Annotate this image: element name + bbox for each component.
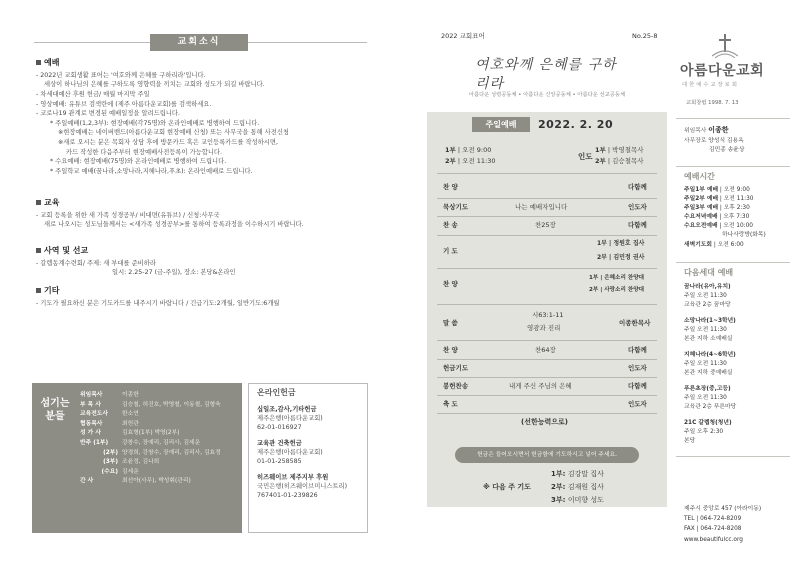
order-divider — [437, 304, 657, 305]
section-title: 기타 — [36, 286, 376, 297]
staff-row: 반주 (1부) 강창수, 장예리, 김리사, 김세운 — [80, 439, 201, 446]
order-by: 다함께 — [628, 183, 647, 191]
section-title: 교육 — [36, 198, 376, 209]
order-content: 시63:1-11 — [532, 311, 564, 319]
news-line: 카드 작성한 다음주부터 현장예배사전등록이 가능합니다. — [66, 148, 222, 156]
news-line: - 코로나19 관계로 변경된 예배일정을 알려드립니다. — [36, 110, 180, 118]
order-content: 나는 예배자입니다 — [515, 203, 568, 211]
next-prayer-row: 2부: 김재원 집사 — [551, 483, 604, 491]
year-motto-label: 2022 교회표어 — [441, 32, 485, 40]
order-by: 1부 | 은혜소리 찬양대 — [589, 275, 645, 281]
worship-header — [472, 117, 622, 132]
service-leader: 2부 | 김승철목사 — [595, 157, 644, 165]
worship-order-box — [427, 112, 667, 507]
service-time-row: 주일3부 예배 | 오후 2:30 — [684, 205, 750, 211]
order-by: 2부 | 김민정 권사 — [597, 254, 645, 261]
order-by: 이종한목사 — [619, 319, 651, 327]
news-section-etc — [36, 286, 376, 308]
order-divider — [437, 268, 657, 269]
office-row: 사무장로 양성식 김용옥 — [684, 138, 744, 144]
square-bullet-icon — [36, 248, 41, 253]
order-by: 다함께 — [628, 221, 647, 229]
service-times-title: 예배시간 — [684, 172, 715, 181]
order-by: 2부 | 사랑소리 찬양대 — [589, 287, 645, 293]
news-line: - 2022년 교회생활 표어는 '여호와께 은혜를 구하리라'입니다. — [36, 71, 206, 79]
closing-hymn: (선한능력으로) — [521, 418, 568, 426]
order-content: 찬25장 — [535, 221, 556, 229]
square-bullet-icon — [36, 288, 41, 293]
staff-row: 간 사 최선아(사무), 박성휘(관리) — [80, 478, 191, 485]
next-gen-title: 다음세대 예배 — [684, 268, 734, 277]
staff-title: 섬기는 분들 — [40, 398, 70, 422]
next-gen-place: 본당 — [684, 438, 696, 444]
staff-row: 부 목 사 김승철, 허진호, 박영철, 이동철, 김형욱 — [80, 401, 221, 408]
next-gen-name: 푸른초장(중,고등) — [684, 386, 731, 392]
order-by: 다함께 — [628, 346, 647, 354]
news-section-education — [36, 198, 376, 230]
news-section-mission — [36, 246, 376, 278]
info-divider — [676, 166, 790, 167]
service-time-row: 새벽기도회 | 오전 6:00 — [684, 242, 744, 248]
founded-date: 교회창립 1998. 7. 13 — [686, 100, 739, 106]
banner-rule-left — [34, 42, 150, 43]
staff-row: 협동목사 최헌관 — [80, 420, 139, 427]
order-divider — [437, 198, 657, 199]
staff-box — [32, 383, 242, 533]
church-website[interactable]: www.beautifulcc.org — [684, 537, 743, 543]
news-line: 새로 나오시는 성도님들께서는 <새가족 성경공부>를 통하여 등록과정을 이수하시기 바랍니다. — [44, 221, 304, 229]
news-line: * 수요예배: 현장예배(75명)와 온라인예배로 병행하여 드립니다. — [50, 158, 227, 166]
order-item: 찬 양 — [443, 280, 458, 288]
online-offering-title: 온라인헌금 — [257, 388, 296, 397]
news-line: 일시: 2.25-27 (금-주일), 장소: 본당&온라인 — [112, 269, 236, 277]
info-divider — [676, 118, 790, 119]
news-line: - 영상예배: 유튜브 검색란에 (제주 아름다운교회)를 검색하세요. — [36, 100, 212, 108]
square-bullet-icon — [36, 60, 41, 65]
order-divider — [437, 173, 657, 174]
worship-date: 2022. 2. 20 — [538, 118, 614, 131]
order-item: 기 도 — [443, 247, 458, 255]
church-fax: FAX | 064-724-8208 — [684, 526, 742, 532]
news-line: ※새로 오시는 분은 목회자 상담 후에 방문카드 혹은 교인등록카드를 작성하시면, — [58, 138, 278, 146]
next-gen-name: 지혜나라(4~6학년) — [684, 352, 736, 358]
next-gen-name: 21C 갈렙청(청년) — [684, 420, 732, 426]
next-gen-time: 주일 오전 11:30 — [684, 293, 727, 299]
order-content: 내게 주신 주님의 은혜 — [509, 382, 572, 390]
order-divider — [437, 359, 657, 360]
service-time-row: 수요오전예배 | 오전 10:00 — [684, 223, 753, 229]
news-line: - 기도가 필요하신 분은 기도카드를 내주시기 바랍니다 / 긴급기도:2개월, 일반기도:6개월 — [36, 299, 280, 307]
order-item: 말 씀 — [443, 319, 458, 327]
service-time: 1부 | 오전 9:00 — [445, 146, 492, 154]
service-time-row: 하나사랑방(화목) — [722, 232, 766, 238]
square-bullet-icon — [36, 200, 41, 205]
order-divider — [437, 340, 657, 341]
community-tagline: 아름다운 성령공동체 • 아름다운 신앙공동체 • 아름다운 선교공동체 — [468, 92, 626, 98]
staff-row: (3부) 조윤정, 김나희 — [103, 459, 160, 466]
next-gen-name: 소망나라(1~3학년) — [684, 318, 736, 324]
order-by: 인도자 — [628, 364, 647, 372]
church-cross-icon — [712, 34, 738, 58]
order-item: 찬 양 — [443, 346, 458, 354]
leader-label: 인도 — [578, 152, 593, 161]
next-gen-time: 주일 오후 2:30 — [684, 429, 724, 435]
online-offering-box — [248, 383, 368, 533]
info-divider — [676, 456, 790, 457]
order-by: 인도자 — [628, 400, 647, 408]
service-time-row: 주일1부 예배 | 오전 9:00 — [684, 187, 750, 193]
news-line: ※현장예배는 네이버밴드(아름다운교회 현장예배 신청) 또는 사무국을 통해 사전신청 — [58, 129, 290, 137]
order-item: 헌금기도 — [443, 364, 469, 372]
staff-row: 교육전도사 한소연 — [80, 411, 139, 418]
order-divider — [437, 216, 657, 217]
next-prayer-row: 3부: 이미향 성도 — [551, 496, 604, 504]
service-time-row: 수요저녁예배 | 오후 7:30 — [684, 214, 750, 220]
next-prayer-label: ※ 다음 주 기도 — [483, 483, 531, 491]
info-divider — [676, 262, 790, 263]
staff-list — [80, 391, 238, 487]
account-block: 교육관 건축헌금 제주은행(아름다운교회) 01-01-258585 — [257, 439, 323, 465]
church-info-column — [676, 0, 800, 566]
next-gen-place: 본관 지하 중예배실 — [684, 370, 733, 376]
motto-script: 여호와께 은혜를 구하리라 — [475, 57, 617, 92]
section-title: 예배 — [36, 58, 376, 69]
news-line: - 갈렙동계수련회/ 주제: 새 부대를 준비하라 — [36, 259, 156, 267]
staff-row: (수요) 김세운 — [101, 468, 139, 475]
church-address: 제주시 중앙로 457 (아라이동) — [684, 506, 762, 512]
issue-number: No.25-8 — [632, 32, 658, 40]
next-gen-time: 주일 오전 11:30 — [684, 361, 727, 367]
worship-column — [427, 0, 667, 566]
order-item: 봉헌찬송 — [443, 382, 469, 390]
order-divider — [437, 235, 657, 236]
order-by: 인도자 — [628, 203, 647, 211]
next-gen-name: 꿈나라(유아,유치) — [684, 284, 731, 290]
banner-rule-right — [248, 42, 367, 43]
account-block: 히즈웨이브 제주지부 후원 국민은행(히즈웨이브미니스트리) 767401-01-239826 — [257, 473, 348, 499]
order-item: 찬 송 — [443, 221, 458, 229]
order-divider — [437, 377, 657, 378]
news-banner: 교회소식 — [150, 34, 248, 51]
service-leader: 1부 | 박영철목사 — [595, 146, 644, 154]
order-item: 축 도 — [443, 400, 458, 408]
next-prayer-row: 1부: 김강말 집사 — [551, 470, 604, 478]
account-block: 십일조,감사,기타헌금 제주은행(아름다운교회) 62-01-016927 — [257, 405, 323, 431]
worship-label: 주일예배 — [472, 117, 530, 132]
order-divider — [437, 395, 657, 396]
church-name: 아름다운교회 — [680, 63, 765, 79]
order-content: 영광과 진리 — [527, 324, 561, 332]
next-gen-time: 주일 오전 11:30 — [684, 395, 727, 401]
pastor-row: 위임목사 이종한 — [684, 126, 729, 134]
office-row: 김민종 송윤상 — [709, 147, 745, 153]
service-time-row: 주일2부 예배 | 오전 11:30 — [684, 196, 754, 202]
news-line: * 주일학교 예배(꿈나라,소망나라,지혜나라,푸초): 온라인예배로 드립니다. — [50, 167, 253, 175]
staff-row: 위임목사 이종한 — [80, 392, 139, 398]
church-tel: TEL | 064-724-8209 — [684, 516, 742, 522]
order-by: 다함께 — [628, 382, 647, 390]
news-section-worship — [36, 58, 376, 176]
order-by: 1부 | 정원호 집사 — [597, 240, 645, 247]
staff-row: 성 가 사 김효형(1부) 박영(2부) — [80, 430, 180, 437]
service-time: 2부 | 오전 11:30 — [445, 157, 496, 165]
order-item: 찬 양 — [443, 183, 458, 191]
order-divider — [437, 413, 657, 414]
next-gen-place: 본관 지하 소예배실 — [684, 336, 733, 342]
order-item: 묵상기도 — [443, 203, 469, 211]
offering-note: 헌금은 들어오시면서 헌금함에 기도하시고 넣어 주세요. — [455, 447, 639, 463]
news-line: - 교회 등록을 위한 새 가족 성경공부/ 비대면(유튜브) / 신청:사무국 — [36, 211, 220, 219]
order-content: 찬64장 — [535, 346, 556, 354]
news-line: 세상이 하나님의 은혜를 구하도록 영향력을 끼치는 교회와 성도가 되길 바랍니다. — [44, 81, 265, 89]
news-line: * 주일예배(1,2,3부): 현장예배(각75명)와 온라인예배로 병행하여 드립니다. — [50, 119, 260, 127]
news-line: - 차세대예산 후원 헌금/ 매월 마지막 주일 — [36, 90, 150, 98]
section-title: 사역 및 선교 — [36, 246, 376, 257]
denomination: 대한예수교장로회 — [682, 82, 739, 88]
next-gen-place: 교육관 2층 푸른마당 — [684, 404, 737, 410]
staff-row: (2부) 양경희, 강창수, 장예리, 김리사, 김효정 — [103, 449, 221, 456]
next-gen-place: 교육관 2층 꿈마당 — [684, 302, 731, 308]
next-gen-time: 주일 오전 11:30 — [684, 327, 727, 333]
